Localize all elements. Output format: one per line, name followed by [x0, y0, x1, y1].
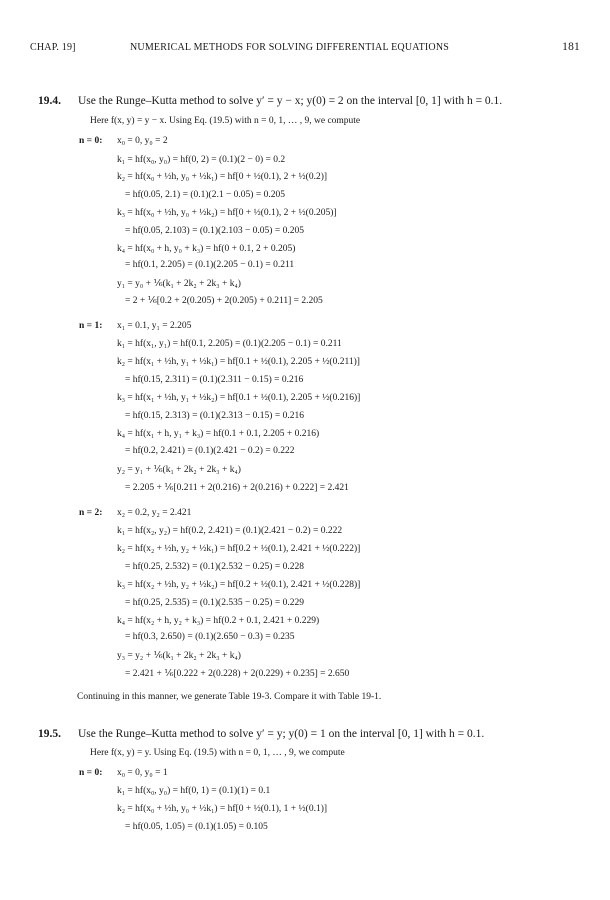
equation-line: = hf(0.15, 2.313) = (0.1)(2.313 − 0.15) = 0.216 — [125, 411, 304, 421]
equation-line: k₄ = hf(x₁ + h, y₁ + k₃) = hf(0.1 + 0.1, 2.205 + 0.216) — [117, 429, 320, 439]
equation-line: x₁ = 0.1, y₁ = 2.205 — [117, 321, 192, 331]
equation-line: k₂ = hf(x₁ + ½h, y₁ + ½k₁) = hf[0.1 + ½(0.1), 2.205 + ½(0.211)] — [117, 357, 360, 367]
equation-line: = hf(0.25, 2.532) = (0.1)(2.532 − 0.25) = 0.228 — [125, 562, 304, 572]
equation-line: = hf(0.05, 2.1) = (0.1)(2.1 − 0.05) = 0.205 — [125, 190, 285, 200]
equation-line: k₂ = hf(x₀ + ½h, y₀ + ½k₁) = hf[0 + ½(0.1), 2 + ½(0.2)] — [117, 172, 328, 182]
equation-line: = hf(0.2, 2.421) = (0.1)(2.421 − 0.2) = 0.222 — [125, 446, 295, 456]
equation-line: k₄ = hf(x₂ + h, y₂ + k₃) = hf(0.2 + 0.1, 2.421 + 0.229) — [117, 616, 320, 626]
equation-line: = 2.205 + ⅙[0.211 + 2(0.216) + 2(0.216) + 0.222] = 2.421 — [125, 483, 349, 493]
running-header — [30, 42, 580, 56]
equation-line: = hf(0.3, 2.650) = (0.1)(2.650 − 0.3) = 0.235 — [125, 632, 295, 642]
equation-line: = hf(0.1, 2.205) = (0.1)(2.205 − 0.1) = 0.211 — [125, 260, 295, 270]
equation-line: y₂ = y₁ + ⅙(k₁ + 2k₂ + 2k₃ + k₄) — [117, 465, 241, 475]
equation-line: k₁ = hf(x₀, y₀) = hf(0, 1) = (0.1)(1) = 0.1 — [117, 786, 271, 796]
step-label-n0: n = 0: — [79, 768, 103, 778]
equation-line: y₁ = y₀ + ⅙(k₁ + 2k₂ + 2k₃ + k₄) — [117, 279, 241, 289]
equation-line: = hf(0.05, 2.103) = (0.1)(2.103 − 0.05) = 0.205 — [125, 226, 304, 236]
problem-intro: Here f(x, y) = y. Using Eq. (19.5) with n = 0, 1, … , 9, we compute — [90, 748, 345, 758]
equation-line: k₃ = hf(x₀ + ½h, y₀ + ½k₂) = hf[0 + ½(0.1), 2 + ½(0.205)] — [117, 208, 337, 218]
step-label-n1: n = 1: — [79, 321, 103, 331]
chapter-title: NUMERICAL METHODS FOR SOLVING DIFFERENTIAL EQUATIONS — [130, 42, 450, 53]
page-number: 181 — [562, 41, 580, 53]
equation-line: x₂ = 0.2, y₂ = 2.421 — [117, 508, 192, 518]
equation-line: k₂ = hf(x₀ + ½h, y₀ + ½k₁) = hf[0 + ½(0.1), 1 + ½(0.1)] — [117, 804, 328, 814]
equation-line: k₃ = hf(x₂ + ½h, y₂ + ½k₂) = hf[0.2 + ½(0.1), 2.421 + ½(0.228)] — [117, 580, 361, 590]
equation-line: k₂ = hf(x₂ + ½h, y₂ + ½k₁) = hf[0.2 + ½(0.1), 2.421 + ½(0.222)] — [117, 544, 361, 554]
equation-line: = hf(0.05, 1.05) = (0.1)(1.05) = 0.105 — [125, 822, 268, 832]
conclusion-text: Continuing in this manner, we generate Table 19-3. Compare it with Table 19-1. — [77, 692, 382, 702]
equation-line: = hf(0.25, 2.535) = (0.1)(2.535 − 0.25) = 0.229 — [125, 598, 304, 608]
problem-intro: Here f(x, y) = y − x. Using Eq. (19.5) with n = 0, 1, … , 9, we compute — [90, 116, 361, 126]
equation-line: k₁ = hf(x₂, y₂) = hf(0.2, 2.421) = (0.1)(2.421 − 0.2) = 0.222 — [117, 526, 343, 536]
step-label-n0: n = 0: — [79, 136, 103, 146]
step-label-n2: n = 2: — [79, 508, 103, 518]
equation-line: k₁ = hf(x₀, y₀) = hf(0, 2) = (0.1)(2 − 0) = 0.2 — [117, 155, 286, 165]
equation-line: x₀ = 0, y₀ = 2 — [117, 136, 168, 146]
equation-line: = 2 + ⅙[0.2 + 2(0.205) + 2(0.205) + 0.211] = 2.205 — [125, 296, 323, 306]
equation-line: y₃ = y₂ + ⅙(k₁ + 2k₂ + 2k₃ + k₄) — [117, 651, 241, 661]
equation-line: = 2.421 + ⅙[0.222 + 2(0.228) + 2(0.229) + 0.235] = 2.650 — [125, 669, 350, 679]
chapter-label: CHAP. 19] — [30, 42, 76, 53]
equation-line: x₀ = 0, y₀ = 1 — [117, 768, 168, 778]
equation-line: k₁ = hf(x₁, y₁) = hf(0.1, 2.205) = (0.1)(2.205 − 0.1) = 0.211 — [117, 339, 342, 349]
problem-number: 19.5. — [38, 728, 61, 740]
problem-number: 19.4. — [38, 95, 61, 107]
equation-line: k₄ = hf(x₀ + h, y₀ + k₃) = hf(0 + 0.1, 2 + 0.205) — [117, 244, 296, 254]
equation-line: = hf(0.15, 2.311) = (0.1)(2.311 − 0.15) = 0.216 — [125, 375, 304, 385]
problem-statement: Use the Runge–Kutta method to solve y′ = y; y(0) = 1 on the interval [0, 1] with h = 0.1. — [78, 728, 485, 740]
equation-line: k₃ = hf(x₁ + ½h, y₁ + ½k₂) = hf[0.1 + ½(0.1), 2.205 + ½(0.216)] — [117, 393, 361, 403]
problem-statement: Use the Runge–Kutta method to solve y′ = y − x; y(0) = 2 on the interval [0, 1] with h = 0.1. — [78, 95, 503, 107]
